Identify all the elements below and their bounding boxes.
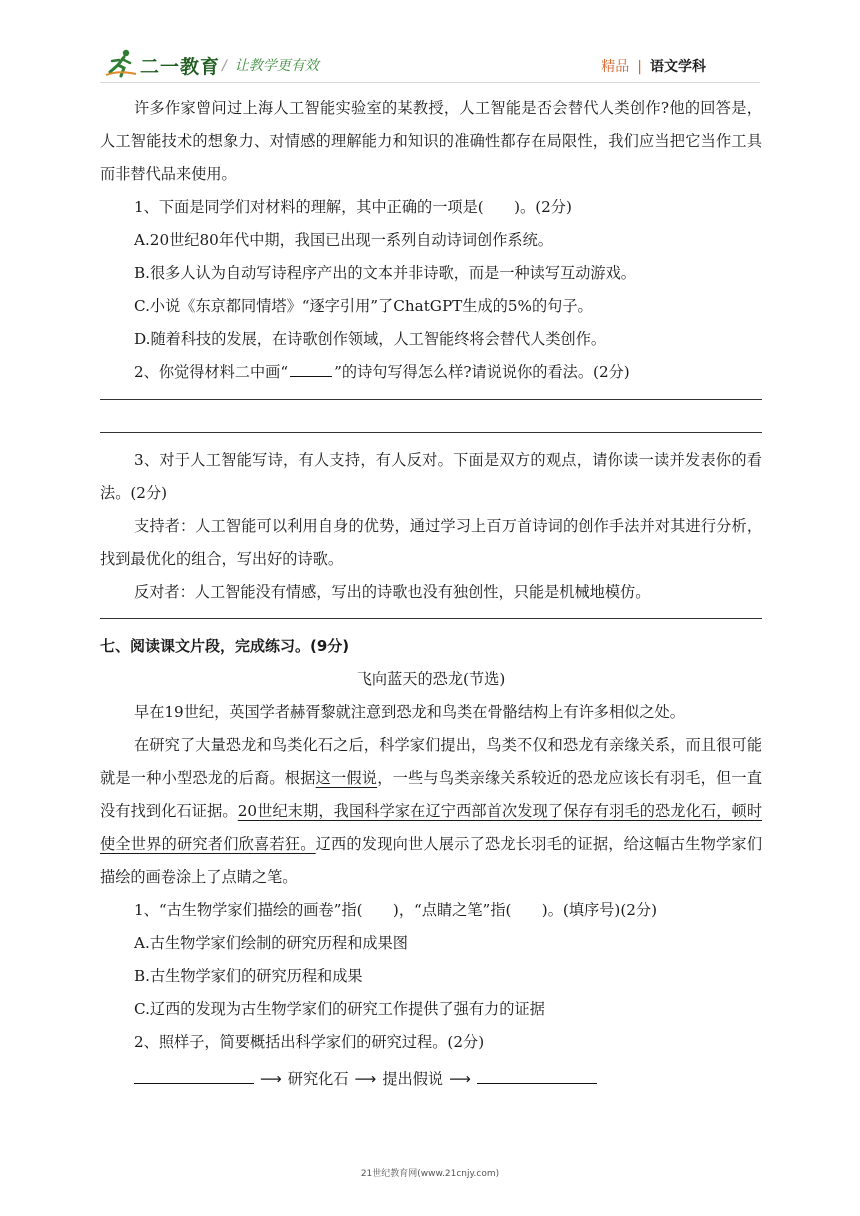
process-flow xyxy=(100,1063,762,1096)
para2-text-c: 辽西的发现向世人展示了恐龙长羽毛的证据，给这幅古生物学家们描绘的画卷涂上了点睛之笔。 xyxy=(100,835,763,886)
s7-question-2: 2、照样子，简要概括出科学家们的研究过程。(2分) xyxy=(134,1033,485,1051)
q2-suffix: ”的诗句写得怎么样?请说说你的看法。(2分) xyxy=(334,363,630,381)
q2-prefix: 2、你觉得材料二中画“ xyxy=(134,363,289,381)
question-3: 3、对于人工智能写诗，有人支持，有人反对。下面是双方的观点，请你读一读并发表你的看法。(2分) xyxy=(100,451,762,502)
passage-title: 飞向蓝天的恐龙(节选) xyxy=(356,670,506,688)
header-tags: 精品 | 语文学科 xyxy=(601,59,706,75)
section-7-heading: 七、阅读课文片段，完成练习。(9分) xyxy=(100,637,350,655)
header-divider xyxy=(100,82,760,83)
s7-q1-option-b: B.古生物学家们的研究历程和成果 xyxy=(134,967,363,985)
brand-logo-text: 二一教育 xyxy=(140,56,221,78)
q1-option-a: A.20世纪80年代中期，我国已出现一系列自动诗词创作系统。 xyxy=(134,231,553,249)
slogan-text: 让教学更有效 xyxy=(234,58,319,74)
flow-blank-start[interactable] xyxy=(134,1069,254,1084)
supporter-view: 支持者：人工智能可以利用自身的优势，通过学习上百万首诗词的创作手法并对其进行分析，找到最优化的组合，写出好的诗歌。 xyxy=(100,517,762,568)
quality-tag: 精品 xyxy=(601,59,630,75)
worksheet-content xyxy=(100,92,762,1096)
underlined-hypothesis: 这一假说 xyxy=(315,769,378,787)
page-footer: 21世纪教育网(www.21cnjy.com) xyxy=(360,1169,500,1179)
s7-q1-option-a: A.古生物学家们绘制的研究历程和成果图 xyxy=(134,934,408,952)
para2-text-b: ，一些与鸟类亲缘关系较近的恐龙应该长有羽毛，但一直没有找到化石证据。 xyxy=(100,769,763,820)
q2-blank xyxy=(290,362,332,377)
page-header xyxy=(0,0,860,90)
q1-option-c: C.小说《东京都同情塔》“逐字引用”了ChatGPT生成的5%的句子。 xyxy=(134,297,593,315)
para2-text-a: 在研究了大量恐龙和鸟类化石之后，科学家们提出，鸟类不仅和恐龙有亲缘关系，而且很可能就是一种小型恐龙的后裔。根据 xyxy=(100,736,762,787)
passage-paragraph-1: 早在19世纪，英国学者赫胥黎就注意到恐龙和鸟类在骨骼结构上有许多相似之处。 xyxy=(134,703,685,721)
arrow-right-icon: ⟶ xyxy=(449,1070,471,1088)
s7-question-1: 1、“古生物学家们描绘的画卷”指( )，“点睛之笔”指( )。(填序号)(2分) xyxy=(134,901,658,919)
brand-slogan: / 让教学更有效 xyxy=(222,58,319,74)
q1-option-b: B.很多人认为自动写诗程序产出的文本并非诗歌，而是一种读写互动游戏。 xyxy=(134,264,636,282)
runner-logo-icon xyxy=(104,48,138,78)
underlined-sentence: 20世纪末期，我国科学家在辽宁西部首次发现了保存有羽毛的恐龙化石，顿时使全世界的研究者们欣喜若狂。 xyxy=(100,802,763,853)
arrow-right-icon: ⟶ xyxy=(354,1070,377,1088)
opponent-view: 反对者：人工智能没有情感，写出的诗歌也没有独创性，只能是机械地模仿。 xyxy=(134,583,651,601)
q1-option-d: D.随着科技的发展，在诗歌创作领域，人工智能终将会替代人类创作。 xyxy=(134,330,607,348)
arrow-right-icon: ⟶ xyxy=(260,1070,282,1088)
flow-step-2: 提出假说 xyxy=(382,1070,444,1088)
question-2 xyxy=(100,356,762,389)
subject-tag: 语文学科 xyxy=(650,59,706,75)
question-1: 1、下面是同学们对材料的理解，其中正确的一项是( )。(2分) xyxy=(134,198,572,216)
passage-paragraph-2 xyxy=(100,729,762,894)
intro-paragraph: 许多作家曾问过上海人工智能实验室的某教授，人工智能是否会替代人类创作?他的回答是，人工智能技术的想象力、对情感的理解能力和知识的准确性都存在局限性，我们应当把它当作工具而非替代品来使用。 xyxy=(100,99,762,183)
flow-blank-end[interactable] xyxy=(477,1069,597,1084)
flow-step-1: 研究化石 xyxy=(287,1070,349,1088)
s7-q1-option-c: C.辽西的发现为古生物学家们的研究工作提供了强有力的证据 xyxy=(134,1000,545,1018)
